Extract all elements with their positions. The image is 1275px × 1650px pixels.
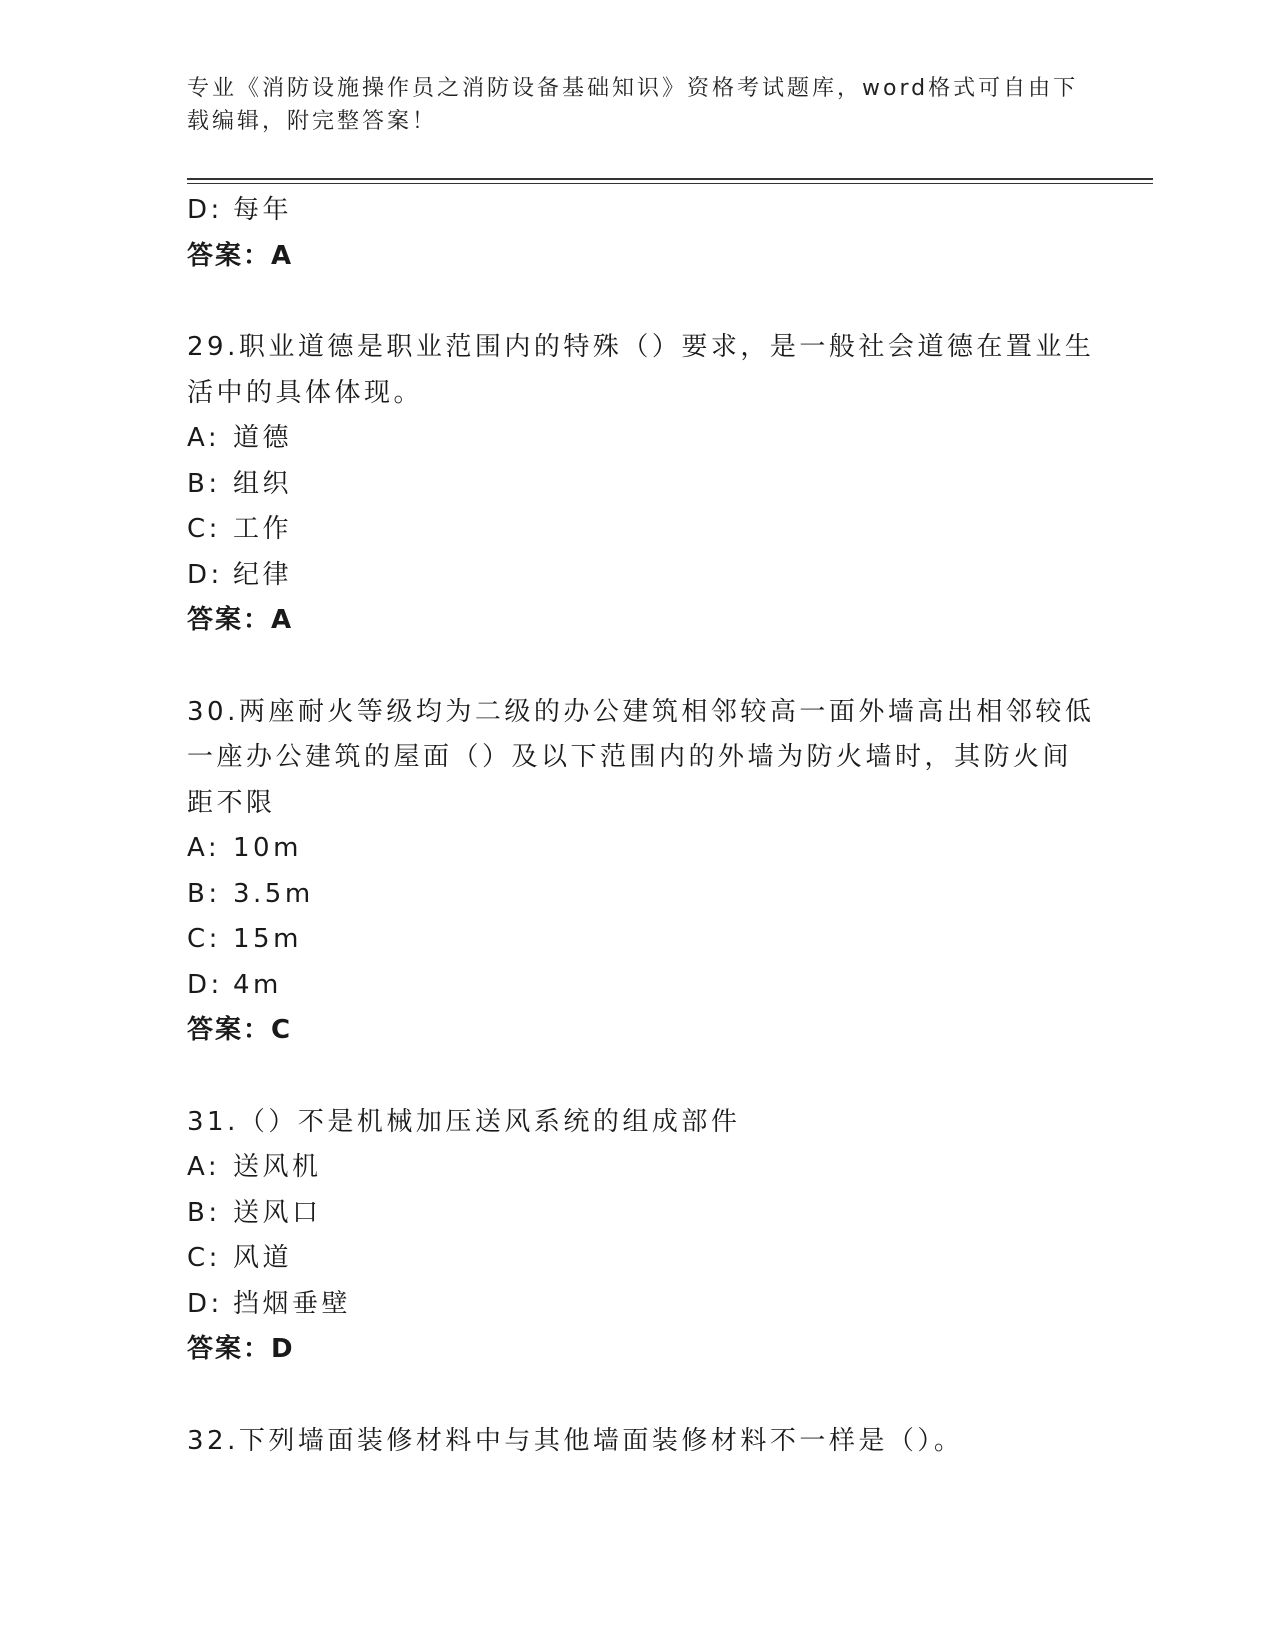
header-divider-thick bbox=[187, 178, 1153, 180]
option-b bbox=[187, 462, 1087, 508]
option-text: 工作 bbox=[233, 514, 293, 544]
header-line-2: 载编辑，附完整答案！ bbox=[187, 109, 438, 134]
option-d bbox=[187, 1282, 1087, 1328]
question-stem-line: 30.两座耐火等级均为二级的办公建筑相邻较高一面外墙高出相邻较低 bbox=[187, 696, 1095, 727]
spacer bbox=[187, 644, 1087, 690]
answer-line: 答案：D bbox=[187, 1334, 295, 1364]
option-text: 组织 bbox=[233, 468, 293, 499]
question-stem-line: 31.（）不是机械加压送风系统的组成部件 bbox=[187, 1106, 741, 1137]
option-label: B: bbox=[187, 878, 221, 909]
option-label: C: bbox=[187, 1243, 221, 1273]
option-c bbox=[187, 1236, 1087, 1282]
document-header bbox=[187, 72, 1087, 138]
question-stem-line: 32.下列墙面装修材料中与其他墙面装修材料不一样是（）。 bbox=[187, 1425, 964, 1456]
option-c bbox=[187, 507, 1087, 553]
answer-line: 答案：A bbox=[187, 240, 294, 271]
option-label: B: bbox=[187, 468, 221, 499]
spacer bbox=[187, 1054, 1087, 1100]
answer-line: 答案：C bbox=[187, 1015, 293, 1045]
option-text: 每年 bbox=[233, 195, 293, 225]
option-text: 送风机 bbox=[233, 1152, 322, 1182]
option-d bbox=[187, 553, 1087, 599]
question-stem-line: 一座办公建筑的屋面（）及以下范围内的外墙为防火墙时，其防火间 bbox=[187, 742, 1073, 772]
option-text: 3.5m bbox=[233, 878, 314, 909]
option-label: A: bbox=[187, 833, 221, 863]
option-a bbox=[187, 826, 1087, 872]
option-label: D: bbox=[187, 1288, 223, 1319]
question-stem-line: 距不限 bbox=[187, 787, 276, 818]
question-stem-line: 29.职业道德是职业范围内的特殊（）要求，是一般社会道德在置业生 bbox=[187, 332, 1095, 362]
option-a bbox=[187, 416, 1087, 462]
option-c bbox=[187, 917, 1087, 963]
spacer bbox=[187, 1373, 1087, 1419]
option-label: D: bbox=[187, 195, 223, 225]
option-b bbox=[187, 1191, 1087, 1237]
answer-line: 答案：A bbox=[187, 605, 294, 635]
option-text: 风道 bbox=[233, 1243, 293, 1273]
option-d bbox=[187, 188, 1087, 234]
option-text: 4m bbox=[233, 969, 282, 1000]
header-line-1: 专业《消防设施操作员之消防设备基础知识》资格考试题库，word格式可自由下 bbox=[187, 76, 1079, 101]
option-label: B: bbox=[187, 1197, 221, 1228]
option-text: 挡烟垂壁 bbox=[233, 1288, 352, 1319]
option-a bbox=[187, 1145, 1087, 1191]
question-stem-line: 活中的具体体现。 bbox=[187, 377, 424, 408]
option-label: C: bbox=[187, 514, 221, 544]
option-label: C: bbox=[187, 924, 221, 954]
question-31 bbox=[187, 1100, 1087, 1373]
question-list bbox=[187, 188, 1095, 1464]
option-label: A: bbox=[187, 1152, 221, 1182]
option-text: 送风口 bbox=[233, 1197, 322, 1228]
option-text: 10m bbox=[233, 833, 302, 863]
option-d bbox=[187, 963, 1087, 1009]
spacer bbox=[187, 279, 1087, 325]
option-text: 纪律 bbox=[233, 559, 293, 590]
question-30 bbox=[187, 690, 1095, 1054]
option-label: A: bbox=[187, 423, 221, 453]
question-32 bbox=[187, 1419, 1087, 1465]
option-text: 道德 bbox=[233, 423, 293, 453]
option-label: D: bbox=[187, 559, 223, 590]
header-divider-thin bbox=[187, 183, 1153, 184]
option-b bbox=[187, 872, 1087, 918]
question-29 bbox=[187, 325, 1095, 644]
option-text: 15m bbox=[233, 924, 302, 954]
option-label: D: bbox=[187, 969, 223, 1000]
